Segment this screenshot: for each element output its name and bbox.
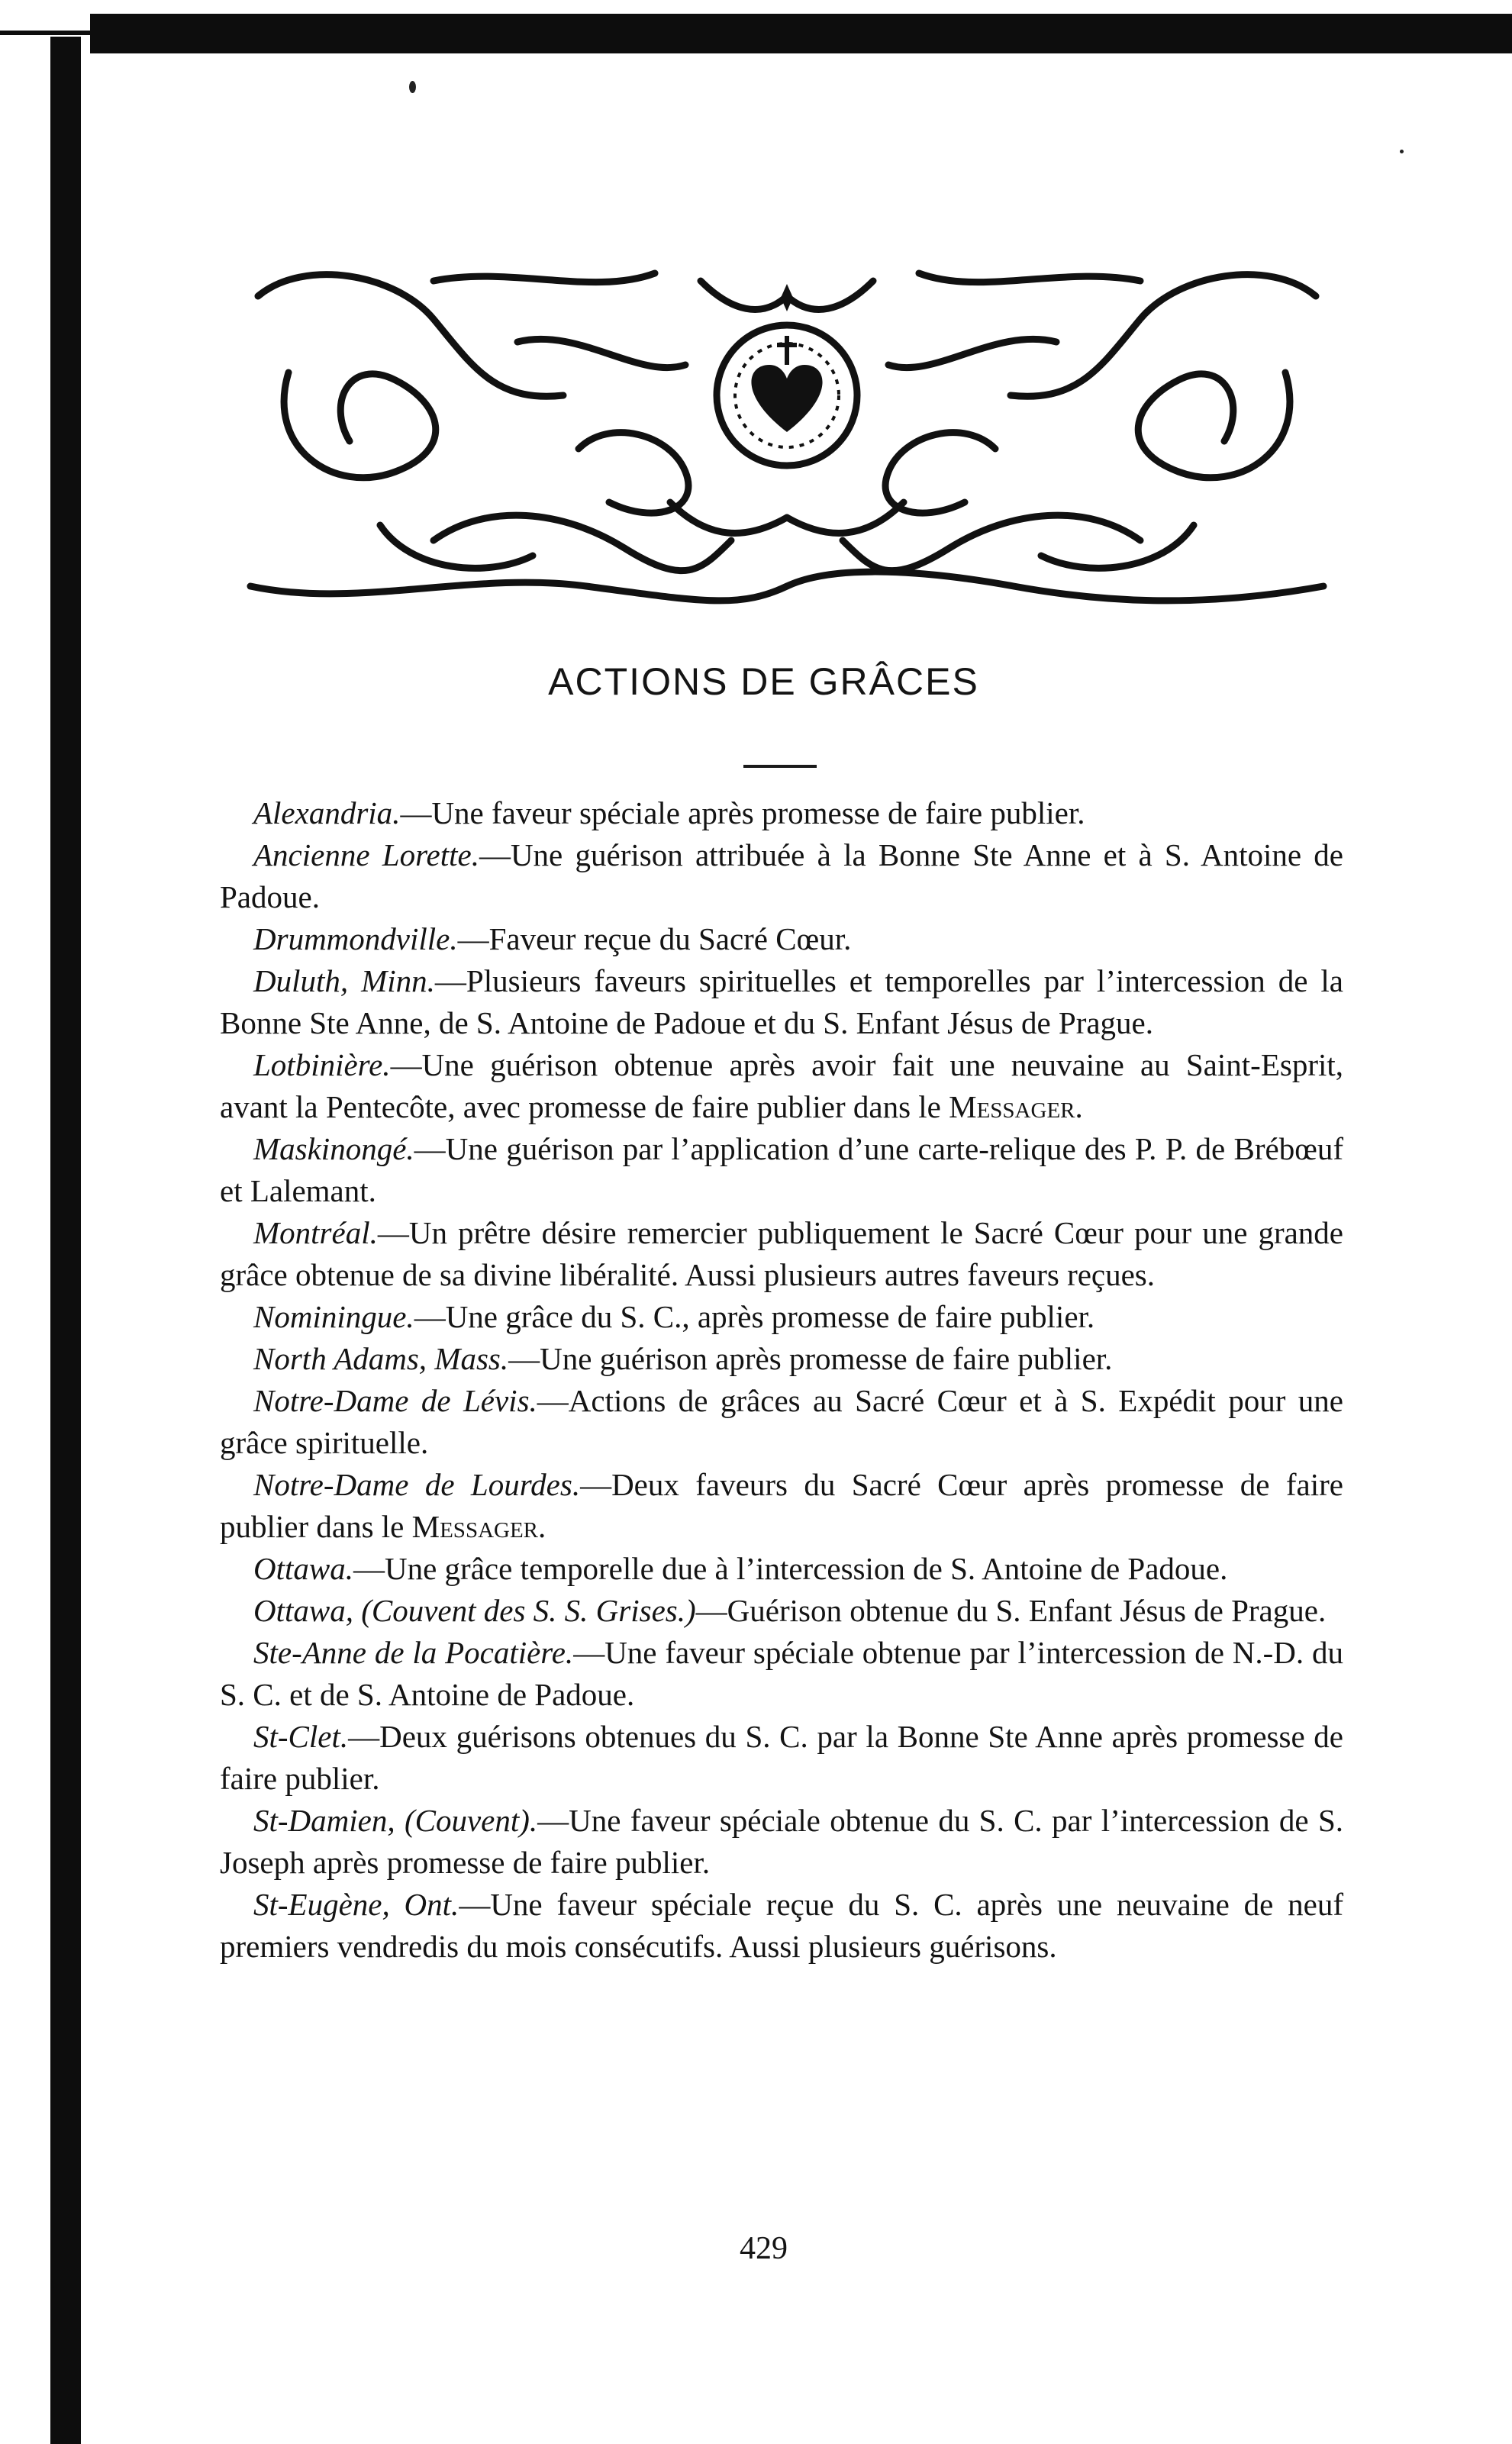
entry-place: Duluth, Minn.: [253, 963, 435, 998]
entry-text: —Une guérison obtenue après avoir fait une neuvaine au Saint-Esprit, avant la Pentecôte, avec promesse de faire publier dans le: [220, 1047, 1343, 1124]
entry: [220, 1128, 1343, 1212]
scan-border-left-cap: [0, 31, 107, 35]
entry-place: St-Damien, (Couvent).: [253, 1803, 538, 1838]
entry-text: —Une guérison attribuée à la Bonne Ste Anne et à S. Antoine de Padoue.: [220, 837, 1343, 914]
entry-text: —Une faveur spéciale obtenue par l’intercession de N.-D. du S. C. et de S. Antoine de Padoue.: [220, 1635, 1343, 1712]
entry-text: —Une grâce du S. C., après promesse de faire publier.: [414, 1299, 1095, 1334]
entry-place: Ancienne Lorette.: [253, 837, 479, 872]
entry-text: —Une faveur spéciale reçue du S. C. après une neuvaine de neuf premiers vendredis du mois consécutifs. Aussi plusieurs guérisons.: [220, 1887, 1344, 1964]
entry-place: Montréal.: [253, 1215, 378, 1250]
entry-place: Ottawa.: [253, 1551, 353, 1586]
entry-place: Ottawa, (Couvent des S. S. Grises.): [253, 1593, 696, 1628]
entry: [220, 918, 1343, 960]
entry-text: —Actions de grâces au Sacré Cœur et à S. Expédit pour une grâce spirituelle.: [220, 1383, 1344, 1460]
entry-text: —Une grâce temporelle due à l’intercession de S. Antoine de Padoue.: [353, 1551, 1228, 1586]
entry: [220, 1884, 1343, 1968]
entry-place: Notre-Dame de Lourdes.: [253, 1467, 581, 1502]
scan-border-left: [50, 37, 81, 2444]
entry-place: St-Clet.: [253, 1719, 349, 1754]
entry: [220, 1590, 1343, 1632]
entry-text: —Une faveur spéciale obtenue du S. C. par l’intercession de S. Joseph après promesse de faire publier.: [220, 1803, 1343, 1880]
entry-text: —Un prêtre désire remercier publiquement le Sacré Cœur pour une grande grâce obtenue de sa divine libéralité. Aussi plusieurs autres faveurs reçues.: [220, 1215, 1343, 1292]
entry: [220, 1464, 1343, 1548]
sacred-heart-ornament: [243, 250, 1331, 609]
entry: [220, 834, 1343, 918]
entry-place: Ste-Anne de la Pocatière.: [253, 1635, 574, 1670]
scan-border-top: [90, 14, 1512, 53]
entry-place: Alexandria.: [253, 795, 401, 830]
entry: [220, 1548, 1343, 1590]
entry-text: —Guérison obtenue du S. Enfant Jésus de Prague.: [695, 1593, 1327, 1628]
entry-publication: Messager: [949, 1089, 1075, 1124]
entry-place: North Adams, Mass.: [253, 1341, 509, 1376]
section-title: ACTIONS DE GRÂCES: [548, 660, 979, 703]
entry-text: —Une guérison après promesse de faire publier.: [508, 1341, 1113, 1376]
entry-text: —Deux guérisons obtenues du S. C. par la Bonne Ste Anne après promesse de faire publier.: [220, 1719, 1343, 1796]
title-rule: [743, 765, 817, 768]
entry: [220, 1212, 1343, 1296]
entry-place: Maskinongé.: [253, 1131, 414, 1166]
entry-place: Lotbinière.: [253, 1047, 391, 1082]
entry: [220, 1716, 1343, 1800]
entry-place: Drummondville.: [253, 921, 458, 956]
entry-text: —Deux faveurs du Sacré Cœur après promesse de faire publier dans le: [220, 1467, 1343, 1544]
entry-place: Notre-Dame de Lévis.: [253, 1383, 537, 1418]
thanksgiving-list: [220, 792, 1343, 1968]
entry-place: St-Eugène, Ont.: [253, 1887, 459, 1922]
entry-place: Nominingue.: [253, 1299, 414, 1334]
entry: [220, 1632, 1343, 1716]
entry-text: —Faveur reçue du Sacré Cœur.: [457, 921, 852, 956]
entry-end: .: [538, 1509, 546, 1544]
entry: [220, 1044, 1343, 1128]
entry: [220, 1296, 1343, 1338]
entry: [220, 960, 1343, 1044]
entry-text: —Une faveur spéciale après promesse de faire publier.: [400, 795, 1085, 830]
entry: [220, 1338, 1343, 1380]
entry: [220, 1380, 1343, 1464]
entry-end: .: [1075, 1089, 1083, 1124]
entry: [220, 1800, 1343, 1884]
entry-text: —Une guérison par l’application d’une carte-relique des P. P. de Brébœuf et Lalemant.: [220, 1131, 1343, 1208]
scan-speck: [1400, 150, 1404, 153]
entry: [220, 792, 1343, 834]
entry-text: —Plusieurs faveurs spirituelles et temporelles par l’intercession de la Bonne Ste Anne, de S. Antoine de Padoue et du S. Enfant Jésus de Prague.: [220, 963, 1344, 1040]
page-number: 429: [740, 2231, 788, 2266]
entry-publication: Messager: [411, 1509, 539, 1544]
scan-speck: [409, 81, 416, 93]
